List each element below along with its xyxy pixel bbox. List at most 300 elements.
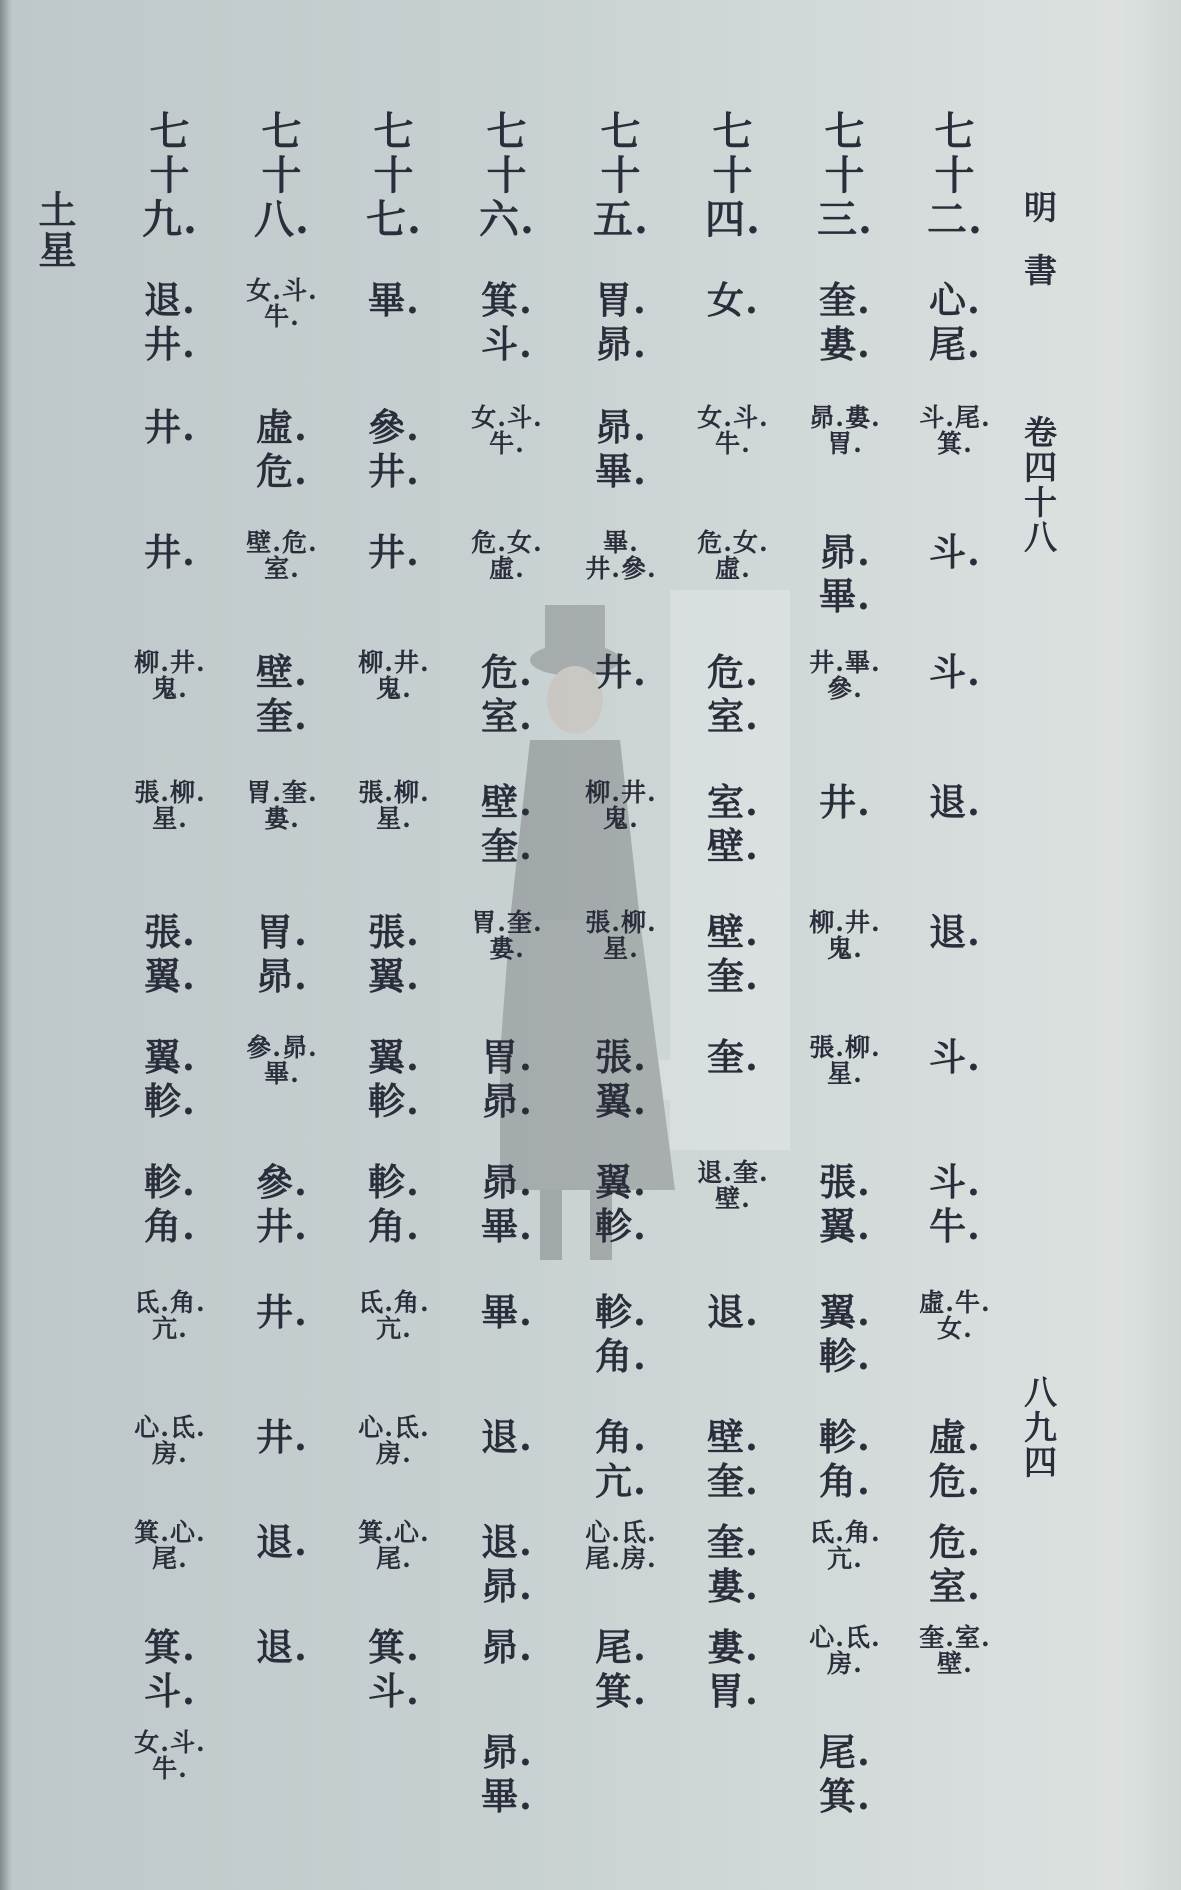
table-cell bbox=[115, 910, 225, 998]
cell-line: 女.斗. bbox=[246, 276, 318, 305]
column-header-char: 七 bbox=[600, 108, 642, 155]
table-cell bbox=[452, 910, 562, 962]
cell-line: 昴. bbox=[595, 405, 647, 449]
table-cell bbox=[227, 1520, 337, 1564]
cell-line: 柳.井. bbox=[358, 648, 430, 677]
cell-line: 虛. bbox=[715, 554, 751, 583]
table-cell bbox=[566, 780, 676, 832]
table-cell bbox=[452, 1290, 562, 1334]
table-cell bbox=[115, 1415, 225, 1467]
cell-line: 尾. bbox=[929, 322, 981, 366]
cell-line: 女.斗. bbox=[134, 1728, 206, 1757]
cell-line: 畢. bbox=[819, 574, 871, 618]
cell-line: 井. bbox=[368, 530, 420, 574]
cell-line: 翼. bbox=[144, 954, 196, 998]
table-cell bbox=[900, 910, 1010, 954]
cell-line: 斗. bbox=[481, 322, 533, 366]
table-cell bbox=[339, 1160, 449, 1248]
column-header-char: 十 bbox=[149, 152, 191, 199]
table-cell bbox=[339, 1290, 449, 1342]
cell-line: 井.參. bbox=[585, 554, 657, 583]
table-cell bbox=[900, 1035, 1010, 1079]
table-cell bbox=[900, 278, 1010, 366]
cell-line: 婁. bbox=[819, 322, 871, 366]
cell-line: 軫. bbox=[368, 1160, 420, 1204]
table-cell bbox=[452, 278, 562, 366]
cell-line: 危. bbox=[929, 1520, 981, 1564]
cell-line: 危. bbox=[929, 1459, 981, 1503]
cell-line: 柳.井. bbox=[585, 778, 657, 807]
column-header-char: 七 bbox=[824, 108, 866, 155]
table-cell bbox=[339, 1520, 449, 1572]
table-cell bbox=[900, 1625, 1010, 1677]
cell-line: 牛. bbox=[489, 429, 525, 458]
cell-line: 氐.角. bbox=[809, 1518, 881, 1547]
cell-line: 亢. bbox=[595, 1459, 647, 1503]
cell-line: 心.氐. bbox=[809, 1623, 881, 1652]
cell-line: 箕. bbox=[819, 1774, 871, 1818]
cell-line: 張. bbox=[144, 910, 196, 954]
table-cell bbox=[678, 405, 788, 457]
cell-line: 退. bbox=[481, 1520, 533, 1564]
cell-line: 張. bbox=[595, 1035, 647, 1079]
cell-line: 張.柳. bbox=[134, 778, 206, 807]
column-header bbox=[566, 110, 676, 242]
column-header-char: 七 bbox=[934, 108, 976, 155]
table-cell bbox=[452, 1160, 562, 1248]
table-cell bbox=[227, 1160, 337, 1248]
column-header bbox=[900, 110, 1010, 242]
cell-line: 井. bbox=[256, 1415, 308, 1459]
cell-line: 退. bbox=[256, 1625, 308, 1669]
cell-line: 角. bbox=[819, 1459, 871, 1503]
cell-line: 參. bbox=[256, 1160, 308, 1204]
cell-line: 胃. bbox=[595, 278, 647, 322]
cell-line: 房. bbox=[152, 1439, 188, 1468]
column-header-char: 三. bbox=[817, 196, 873, 243]
cell-line: 翼. bbox=[595, 1079, 647, 1123]
cell-line: 翼. bbox=[819, 1290, 871, 1334]
table-cell bbox=[339, 650, 449, 702]
column-header-char: 七 bbox=[373, 108, 415, 155]
cell-line: 心.氐. bbox=[358, 1413, 430, 1442]
table-cell bbox=[678, 1290, 788, 1334]
table-cell bbox=[339, 278, 449, 322]
column-header-char: 十 bbox=[712, 152, 754, 199]
table-cell bbox=[115, 1160, 225, 1248]
table-cell bbox=[900, 650, 1010, 694]
cell-line: 壁. bbox=[481, 780, 533, 824]
cell-line: 虛. bbox=[256, 405, 308, 449]
cell-line: 箕.心. bbox=[358, 1518, 430, 1547]
cell-line: 壁.危. bbox=[246, 528, 318, 557]
cell-line: 尾. bbox=[595, 1625, 647, 1669]
cell-line: 井. bbox=[595, 650, 647, 694]
page-number bbox=[1018, 1375, 1058, 1480]
table-cell bbox=[900, 530, 1010, 574]
cell-line: 井. bbox=[256, 1290, 308, 1334]
cell-line: 奎. bbox=[707, 1520, 759, 1564]
table-cell bbox=[790, 405, 900, 457]
cell-line: 張.柳. bbox=[358, 778, 430, 807]
table-cell bbox=[115, 1035, 225, 1123]
cell-line: 心.氐. bbox=[134, 1413, 206, 1442]
cell-line: 退. bbox=[144, 278, 196, 322]
cell-line: 奎. bbox=[481, 824, 533, 868]
cell-line: 井. bbox=[144, 530, 196, 574]
table-cell bbox=[790, 278, 900, 366]
table-cell bbox=[339, 530, 449, 574]
table-cell bbox=[227, 1290, 337, 1334]
cell-line: 室. bbox=[929, 1564, 981, 1608]
column-header bbox=[678, 110, 788, 242]
cell-line: 昴. bbox=[481, 1730, 533, 1774]
table-cell bbox=[678, 530, 788, 582]
cell-line: 婁. bbox=[707, 1625, 759, 1669]
table-cell bbox=[115, 1625, 225, 1713]
cell-line: 井. bbox=[144, 405, 196, 449]
cell-line: 尾. bbox=[819, 1730, 871, 1774]
cell-line: 壁. bbox=[707, 1415, 759, 1459]
cell-line: 角. bbox=[595, 1334, 647, 1378]
table-cell bbox=[452, 1035, 562, 1123]
cell-line: 虛. bbox=[929, 1415, 981, 1459]
table-cell bbox=[227, 1415, 337, 1459]
cell-line: 斗. bbox=[929, 1035, 981, 1079]
cell-line: 斗.尾. bbox=[919, 403, 991, 432]
table-cell bbox=[790, 530, 900, 618]
planet-label bbox=[32, 190, 77, 270]
table-cell bbox=[227, 780, 337, 832]
table-cell bbox=[339, 405, 449, 493]
cell-line: 畢. bbox=[481, 1774, 533, 1818]
table-cell bbox=[227, 1035, 337, 1087]
cell-line: 畢. bbox=[264, 1059, 300, 1088]
cell-line: 箕. bbox=[481, 278, 533, 322]
planet-label-text: 土星 bbox=[32, 190, 77, 270]
cell-line: 鬼. bbox=[603, 804, 639, 833]
cell-line: 箕. bbox=[937, 429, 973, 458]
table-cell bbox=[115, 1290, 225, 1342]
column-header-char: 七. bbox=[366, 196, 422, 243]
page-binding-edge bbox=[0, 0, 12, 1890]
cell-line: 心. bbox=[929, 278, 981, 322]
cell-line: 畢. bbox=[368, 278, 420, 322]
cell-line: 昴. bbox=[819, 530, 871, 574]
cell-line: 胃.奎. bbox=[246, 778, 318, 807]
table-cell bbox=[900, 1520, 1010, 1608]
cell-line: 張.柳. bbox=[809, 1033, 881, 1062]
table-cell bbox=[566, 405, 676, 493]
cell-line: 女. bbox=[707, 278, 759, 322]
cell-line: 角. bbox=[595, 1415, 647, 1459]
cell-line: 軫. bbox=[819, 1334, 871, 1378]
cell-line: 胃. bbox=[707, 1669, 759, 1713]
table-cell bbox=[566, 650, 676, 694]
column-header-char: 七 bbox=[712, 108, 754, 155]
table-cell bbox=[115, 1730, 225, 1782]
column-header-char: 七 bbox=[261, 108, 303, 155]
column-header-char: 十 bbox=[600, 152, 642, 199]
table-cell bbox=[227, 1625, 337, 1669]
table-cell bbox=[452, 1625, 562, 1669]
cell-line: 斗. bbox=[144, 1669, 196, 1713]
cell-line: 箕. bbox=[144, 1625, 196, 1669]
column-header-char: 二. bbox=[927, 196, 983, 243]
table-cell bbox=[790, 650, 900, 702]
cell-line: 尾. bbox=[376, 1544, 412, 1573]
table-cell bbox=[566, 278, 676, 366]
cell-line: 昴. bbox=[481, 1160, 533, 1204]
cell-line: 翼. bbox=[595, 1160, 647, 1204]
cell-line: 退.奎. bbox=[697, 1158, 769, 1187]
table-cell bbox=[115, 530, 225, 574]
table-cell bbox=[790, 1290, 900, 1378]
table-cell bbox=[452, 1415, 562, 1459]
cell-line: 奎. bbox=[819, 278, 871, 322]
cell-line: 退. bbox=[707, 1290, 759, 1334]
cell-line: 井. bbox=[368, 449, 420, 493]
cell-line: 室. bbox=[707, 694, 759, 738]
cell-line: 奎. bbox=[707, 1035, 759, 1079]
cell-line: 軫. bbox=[368, 1079, 420, 1123]
cell-line: 婁. bbox=[489, 934, 525, 963]
cell-line: 女. bbox=[937, 1314, 973, 1343]
cell-line: 星. bbox=[827, 1059, 863, 1088]
cell-line: 井.畢. bbox=[809, 648, 881, 677]
cell-line: 亢. bbox=[376, 1314, 412, 1343]
column-header bbox=[115, 110, 225, 242]
cell-line: 張. bbox=[819, 1160, 871, 1204]
cell-line: 井. bbox=[144, 322, 196, 366]
table-cell bbox=[452, 530, 562, 582]
cell-line: 危. bbox=[707, 650, 759, 694]
cell-line: 危. bbox=[256, 449, 308, 493]
table-cell bbox=[452, 1730, 562, 1818]
table-cell bbox=[678, 1625, 788, 1713]
cell-line: 參. bbox=[368, 405, 420, 449]
cell-line: 虛. bbox=[489, 554, 525, 583]
cell-line: 危.女. bbox=[471, 528, 543, 557]
table-cell bbox=[566, 1160, 676, 1248]
cell-line: 牛. bbox=[715, 429, 751, 458]
table-cell bbox=[452, 780, 562, 868]
table-cell bbox=[227, 405, 337, 493]
cell-line: 張.柳. bbox=[585, 908, 657, 937]
table-cell bbox=[900, 1290, 1010, 1342]
table-cell bbox=[115, 405, 225, 449]
cell-line: 奎.室. bbox=[919, 1623, 991, 1652]
cell-line: 翼. bbox=[368, 1035, 420, 1079]
cell-line: 壁. bbox=[937, 1649, 973, 1678]
cell-line: 柳.井. bbox=[809, 908, 881, 937]
cell-line: 壁. bbox=[256, 650, 308, 694]
column-header-char: 八. bbox=[254, 196, 310, 243]
cell-line: 婁. bbox=[264, 804, 300, 833]
book-title bbox=[1018, 190, 1058, 316]
cell-line: 畢. bbox=[481, 1290, 533, 1334]
cell-line: 壁. bbox=[715, 1184, 751, 1213]
table-cell bbox=[339, 910, 449, 998]
cell-line: 昴.婁. bbox=[809, 403, 881, 432]
table-cell bbox=[566, 1035, 676, 1123]
cell-line: 牛. bbox=[929, 1204, 981, 1248]
cell-line: 井. bbox=[256, 1204, 308, 1248]
cell-line: 退. bbox=[256, 1520, 308, 1564]
table-cell bbox=[900, 1160, 1010, 1248]
cell-line: 昴. bbox=[595, 322, 647, 366]
page-number-text: 八九四 bbox=[1019, 1375, 1058, 1480]
column-header-char: 十 bbox=[934, 152, 976, 199]
table-cell bbox=[900, 1415, 1010, 1503]
table-cell bbox=[678, 780, 788, 868]
cell-line: 胃. bbox=[827, 429, 863, 458]
table-cell bbox=[115, 278, 225, 366]
cell-line: 斗. bbox=[929, 650, 981, 694]
cell-line: 昴. bbox=[481, 1625, 533, 1669]
cell-line: 畢. bbox=[481, 1204, 533, 1248]
table-cell bbox=[566, 910, 676, 962]
column-header-char: 十 bbox=[486, 152, 528, 199]
table-cell bbox=[115, 1520, 225, 1572]
cell-line: 心.氐. bbox=[585, 1518, 657, 1547]
cell-line: 奎. bbox=[707, 954, 759, 998]
column-header-char: 七 bbox=[149, 108, 191, 155]
table-cell bbox=[115, 780, 225, 832]
cell-line: 室. bbox=[481, 694, 533, 738]
table-cell bbox=[900, 405, 1010, 457]
table-cell bbox=[115, 650, 225, 702]
table-cell bbox=[790, 1625, 900, 1677]
cell-line: 軫. bbox=[144, 1160, 196, 1204]
cell-line: 畢. bbox=[603, 528, 639, 557]
table-cell bbox=[566, 530, 676, 582]
cell-line: 柳.井. bbox=[134, 648, 206, 677]
cell-line: 鬼. bbox=[376, 674, 412, 703]
table-cell bbox=[566, 1290, 676, 1378]
cell-line: 室. bbox=[264, 554, 300, 583]
table-cell bbox=[227, 530, 337, 582]
table-cell bbox=[678, 278, 788, 322]
cell-line: 壁. bbox=[707, 824, 759, 868]
cell-line: 昴. bbox=[256, 954, 308, 998]
cell-line: 鬼. bbox=[827, 934, 863, 963]
table-cell bbox=[227, 650, 337, 738]
table-cell bbox=[790, 780, 900, 824]
cell-line: 奎. bbox=[256, 694, 308, 738]
cell-line: 角. bbox=[368, 1204, 420, 1248]
cell-line: 軫. bbox=[144, 1079, 196, 1123]
table-cell bbox=[790, 1730, 900, 1818]
column-header bbox=[227, 110, 337, 242]
table-cell bbox=[452, 650, 562, 738]
table-cell bbox=[790, 1415, 900, 1503]
cell-line: 壁. bbox=[707, 910, 759, 954]
table-cell bbox=[678, 650, 788, 738]
column-header-char: 四. bbox=[705, 196, 761, 243]
cell-line: 房. bbox=[827, 1649, 863, 1678]
cell-line: 翼. bbox=[819, 1204, 871, 1248]
cell-line: 星. bbox=[603, 934, 639, 963]
table-cell bbox=[452, 405, 562, 457]
column-header-char: 七 bbox=[486, 108, 528, 155]
cell-line: 危.女. bbox=[697, 528, 769, 557]
table-cell bbox=[566, 1625, 676, 1713]
volume-label-text: 卷四十八 bbox=[1019, 415, 1058, 555]
cell-line: 尾. bbox=[152, 1544, 188, 1573]
table-cell bbox=[339, 1625, 449, 1713]
cell-line: 退. bbox=[929, 910, 981, 954]
table-cell bbox=[678, 1035, 788, 1079]
table-cell bbox=[339, 1035, 449, 1123]
table-cell bbox=[678, 910, 788, 998]
cell-line: 星. bbox=[376, 804, 412, 833]
table-cell bbox=[790, 1035, 900, 1087]
table-cell bbox=[678, 1520, 788, 1608]
cell-line: 牛. bbox=[264, 302, 300, 331]
table-cell bbox=[566, 1520, 676, 1572]
table-cell bbox=[790, 1160, 900, 1248]
table-cell bbox=[790, 910, 900, 962]
cell-line: 斗. bbox=[368, 1669, 420, 1713]
cell-line: 尾.房. bbox=[585, 1544, 657, 1573]
cell-line: 氐.角. bbox=[134, 1288, 206, 1317]
column-header-char: 十 bbox=[261, 152, 303, 199]
cell-line: 星. bbox=[152, 804, 188, 833]
cell-line: 亢. bbox=[152, 1314, 188, 1343]
cell-line: 軫. bbox=[819, 1415, 871, 1459]
column-header bbox=[790, 110, 900, 242]
volume-label bbox=[1018, 415, 1058, 555]
column-header-char: 十 bbox=[824, 152, 866, 199]
cell-line: 亢. bbox=[827, 1544, 863, 1573]
cell-line: 婁. bbox=[707, 1564, 759, 1608]
cell-line: 氐.角. bbox=[358, 1288, 430, 1317]
table-cell bbox=[227, 910, 337, 998]
table-cell bbox=[678, 1415, 788, 1503]
cell-line: 危. bbox=[481, 650, 533, 694]
table-cell bbox=[900, 780, 1010, 824]
table-cell bbox=[452, 1520, 562, 1608]
column-header-char: 十 bbox=[373, 152, 415, 199]
column-header-char: 九. bbox=[142, 196, 198, 243]
cell-line: 昴. bbox=[481, 1079, 533, 1123]
cell-line: 胃.奎. bbox=[471, 908, 543, 937]
page-right-margin bbox=[1121, 0, 1181, 1890]
cell-line: 翼. bbox=[144, 1035, 196, 1079]
table-cell bbox=[227, 278, 337, 330]
table-cell bbox=[678, 1160, 788, 1212]
cell-line: 參. bbox=[827, 674, 863, 703]
cell-line: 箕. bbox=[368, 1625, 420, 1669]
cell-line: 退. bbox=[481, 1415, 533, 1459]
table-cell bbox=[339, 780, 449, 832]
cell-line: 室. bbox=[707, 780, 759, 824]
cell-line: 畢. bbox=[595, 449, 647, 493]
cell-line: 軫. bbox=[595, 1290, 647, 1334]
table-cell bbox=[566, 1415, 676, 1503]
cell-line: 牛. bbox=[152, 1754, 188, 1783]
cell-line: 箕. bbox=[595, 1669, 647, 1713]
cell-line: 井. bbox=[819, 780, 871, 824]
cell-line: 房. bbox=[376, 1439, 412, 1468]
cell-line: 軫. bbox=[595, 1204, 647, 1248]
cell-line: 角. bbox=[144, 1204, 196, 1248]
cell-line: 箕.心. bbox=[134, 1518, 206, 1547]
cell-line: 參.昴. bbox=[246, 1033, 318, 1062]
column-header bbox=[452, 110, 562, 242]
column-header-char: 六. bbox=[479, 196, 535, 243]
